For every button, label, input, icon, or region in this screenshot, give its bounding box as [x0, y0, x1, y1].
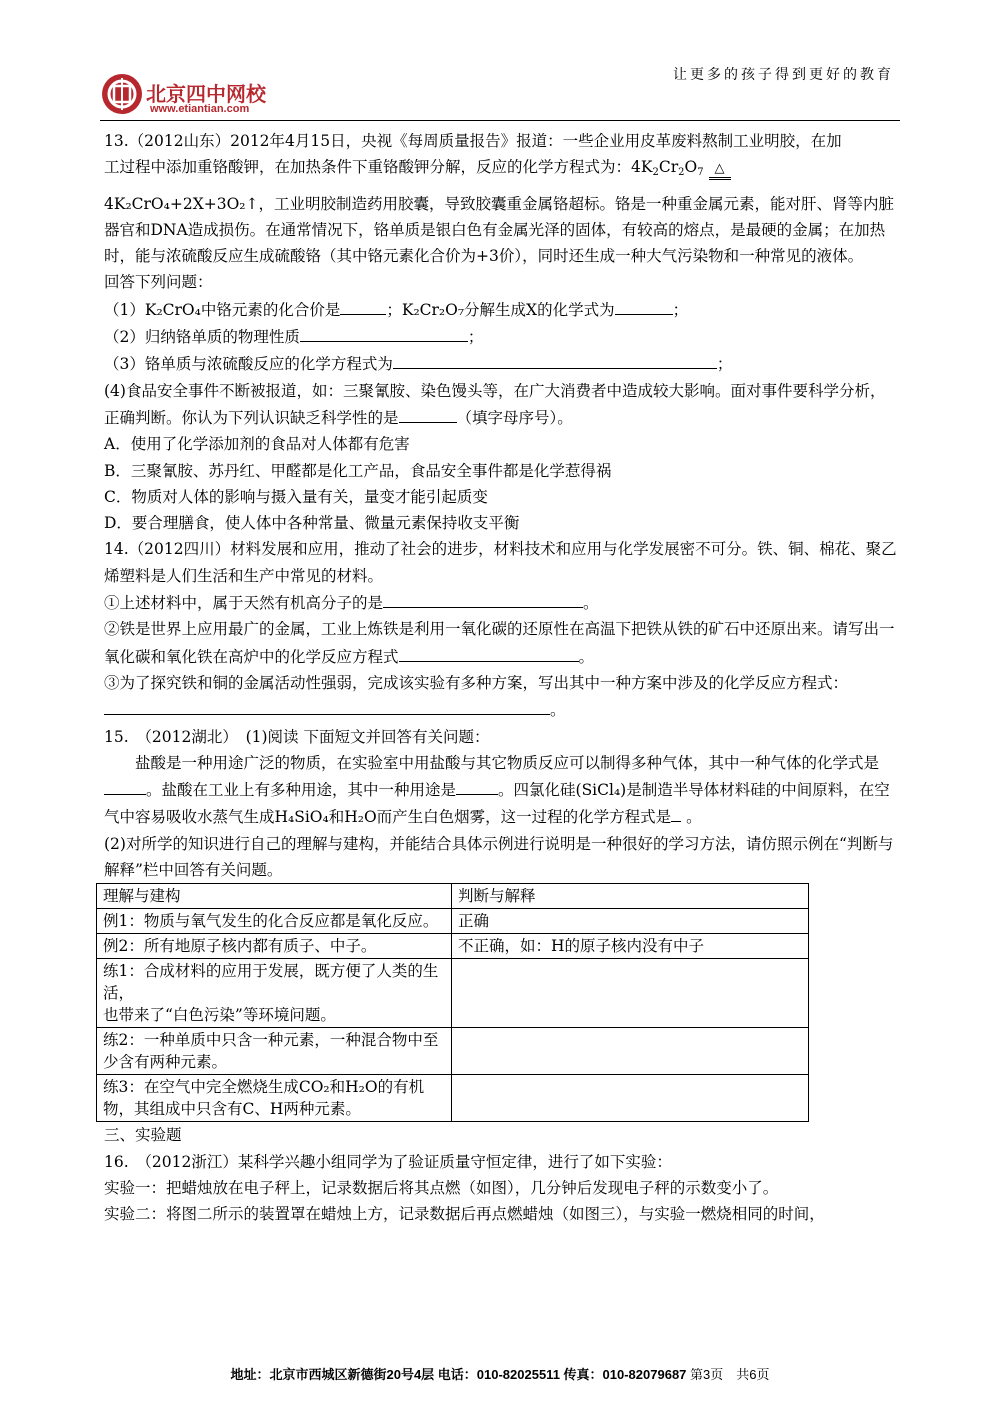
- heat-equals-sign: △: [709, 161, 731, 180]
- table-header: 判断与解释: [452, 884, 809, 909]
- table-row: [97, 1028, 809, 1075]
- footer-address: 地址：北京市西城区新德街20号4层 电话：010-82025511 传真：010-82079687: [230, 1367, 687, 1382]
- answer-blank[interactable]: [456, 776, 498, 795]
- q13-line1: 13.（2012山东）2012年4月15日，央视《每周质量报告》报道：一些企业用皮革废料熬制工业明胶，在加: [104, 132, 842, 150]
- q13-sub2: （2）归纳铬单质的物理性质 ；: [104, 323, 898, 350]
- q15-p2: (2)对所学的知识进行自己的理解与建构，并能结合具体示例进行说明是一种很好的学习方法，请仿照示例在“判断与解释”栏中回答有关问题。: [104, 834, 894, 880]
- q13-sub1: （1）K₂CrO₄中铬元素的化合价是 ；K₂Cr₂O₇分解生成X的化学式为 ；: [104, 296, 898, 323]
- page-footer: [0, 1364, 1000, 1383]
- q14-s3: ③为了探究铁和铜的金属活动性强弱，完成该实验有多种方案，写出其中一种方案中涉及的化学反应方程式：。: [104, 673, 849, 720]
- table-cell: 不正确，如：H的原子核内没有中子: [452, 934, 809, 959]
- q13-option-b: B．三聚氰胺、苏丹红、甲醛都是化工产品，食品安全事件都是化学惹得祸: [104, 461, 612, 480]
- document-body: [104, 128, 898, 1228]
- q13-option-d: D．要合理膳食，使人体中各种常量、微量元素保持收支平衡: [104, 514, 520, 533]
- table-row: [97, 909, 809, 934]
- section-title: 三、实验题: [104, 1126, 182, 1145]
- answer-blank[interactable]: [340, 296, 386, 315]
- answer-blank[interactable]: [300, 323, 468, 342]
- q13-prompt: 回答下列问题：: [104, 273, 213, 292]
- answer-blank[interactable]: [383, 589, 583, 608]
- table-cell: 练3：在空气中完全燃烧生成CO₂和H₂O的有机物，其组成中只含有C、H两种元素。: [97, 1075, 452, 1122]
- answer-blank[interactable]: [399, 643, 579, 662]
- table-cell: 例2：所有地原子核内都有质子、中子。: [97, 934, 452, 959]
- header-slogan: 让更多的孩子得到更好的教育: [673, 67, 894, 83]
- answer-blank[interactable]: [671, 803, 681, 822]
- answer-blank[interactable]: [104, 696, 550, 715]
- q16-exp2: 实验二：将图二所示的装置罩在蜡烛上方，记录数据后再点燃蜡烛（如图三），与实验一燃烧相同的时间，: [104, 1205, 825, 1224]
- answer-blank[interactable]: [399, 404, 457, 423]
- q15-table: [96, 883, 809, 1122]
- table-cell: 正确: [452, 909, 809, 934]
- q13-body: 4K₂CrO₄+2X+3O₂↑，工业明胶制造药用胶囊，导致胶囊重金属铬超标。铬是一种重金属元素，能对肝、肾等内脏器官和DNA造成损伤。在通常情况下，铬单质是银白色有金属光泽的固体，有较高的熔点，是最硬的金属；在加热时，能与浓硫酸反应生成硫酸铬（其中铬元素化合价为+3价），同时还生成一种大气污染物和一种常见的液体。: [104, 194, 894, 266]
- table-answer-cell[interactable]: [452, 959, 809, 1028]
- q14-s1: ①上述材料中，属于天然有机高分子的是 。: [104, 589, 898, 616]
- q15-passage: 盐酸是一种用途广泛的物质，在实验室中用盐酸与其它物质反应可以制得多种气体，其中一种气体的化学式是。盐酸在工业上有多种用途，其中一种用途是 。四氯化硅(SiCl₄)是制造半导体材料硅的中间原料，在空气中容易吸收水蒸气生成H₄SiO₄和H₂O而产生白色烟雾，这一过程的化学方程式是 。: [104, 753, 890, 827]
- table-row: [97, 934, 809, 959]
- logo-name: 北京四中网校: [146, 82, 266, 106]
- q16-intro: 16. （2012浙江）某科学兴趣小组同学为了验证质量守恒定律，进行了如下实验：: [104, 1152, 672, 1171]
- table-cell: 练1：合成材料的应用于发展，既方便了人类的生活， 也带来了“白色污染”等环境问题。: [97, 959, 452, 1028]
- table-answer-cell[interactable]: [452, 1075, 809, 1122]
- table-header-row: [97, 884, 809, 909]
- header-rule: [100, 120, 900, 121]
- answer-blank[interactable]: [393, 350, 717, 369]
- table-row: [97, 1075, 809, 1122]
- table-header: 理解与建构: [97, 884, 452, 909]
- answer-blank[interactable]: [104, 776, 146, 795]
- q15-intro: 15. （2012湖北） (1)阅读 下面短文并回答有关问题：: [104, 727, 490, 746]
- logo-url: www.etiantian.com: [150, 103, 250, 115]
- q13-sub4: (4)食品安全事件不断被报道，如：三聚氰胺、染色馒头等，在广大消费者中造成较大影响。面对事件要科学分析，正确判断。你认为下列认识缺乏科学性的是 （填字母序号）。: [104, 381, 886, 427]
- table-cell: 例1：物质与氧气发生的化合反应都是氧化反应。: [97, 909, 452, 934]
- table-cell: 练2：一种单质中只含一种元素，一种混合物中至少含有两种元素。: [97, 1028, 452, 1075]
- q13-sub3: （3）铬单质与浓硫酸反应的化学方程式为 ；: [104, 350, 898, 377]
- q13-option-c: C．物质对人体的影响与摄入量有关，量变才能引起质变: [104, 487, 488, 506]
- q16-exp1: 实验一：把蜡烛放在电子秤上，记录数据后将其点燃（如图），几分钟后发现电子秤的示数变小了。: [104, 1178, 779, 1197]
- table-answer-cell[interactable]: [452, 1028, 809, 1075]
- q14-s2: ②铁是世界上应用最广的金属，工业上炼铁是利用一氧化碳的还原性在高温下把铁从铁的矿石中还原出来。请写出一氧化碳和氧化铁在高炉中的化学反应方程式 。: [104, 620, 895, 666]
- answer-blank[interactable]: [615, 296, 673, 315]
- footer-page-number: 第3页 共6页: [690, 1367, 770, 1382]
- q14-intro: 14.（2012四川）材料发展和应用，推动了社会的进步，材料技术和应用与化学发展密不可分。铁、铜、棉花、聚乙烯塑料是人们生活和生产中常见的材料。: [104, 540, 897, 585]
- table-row: [97, 959, 809, 1028]
- q13-option-a: A．使用了化学添加剂的食品对人体都有危害: [104, 435, 410, 454]
- q13-line2: 工过程中添加重铬酸钾，在加热条件下重铬酸钾分解，反应的化学方程式为：$4K_2Cr_2O_7$ △: [104, 154, 898, 180]
